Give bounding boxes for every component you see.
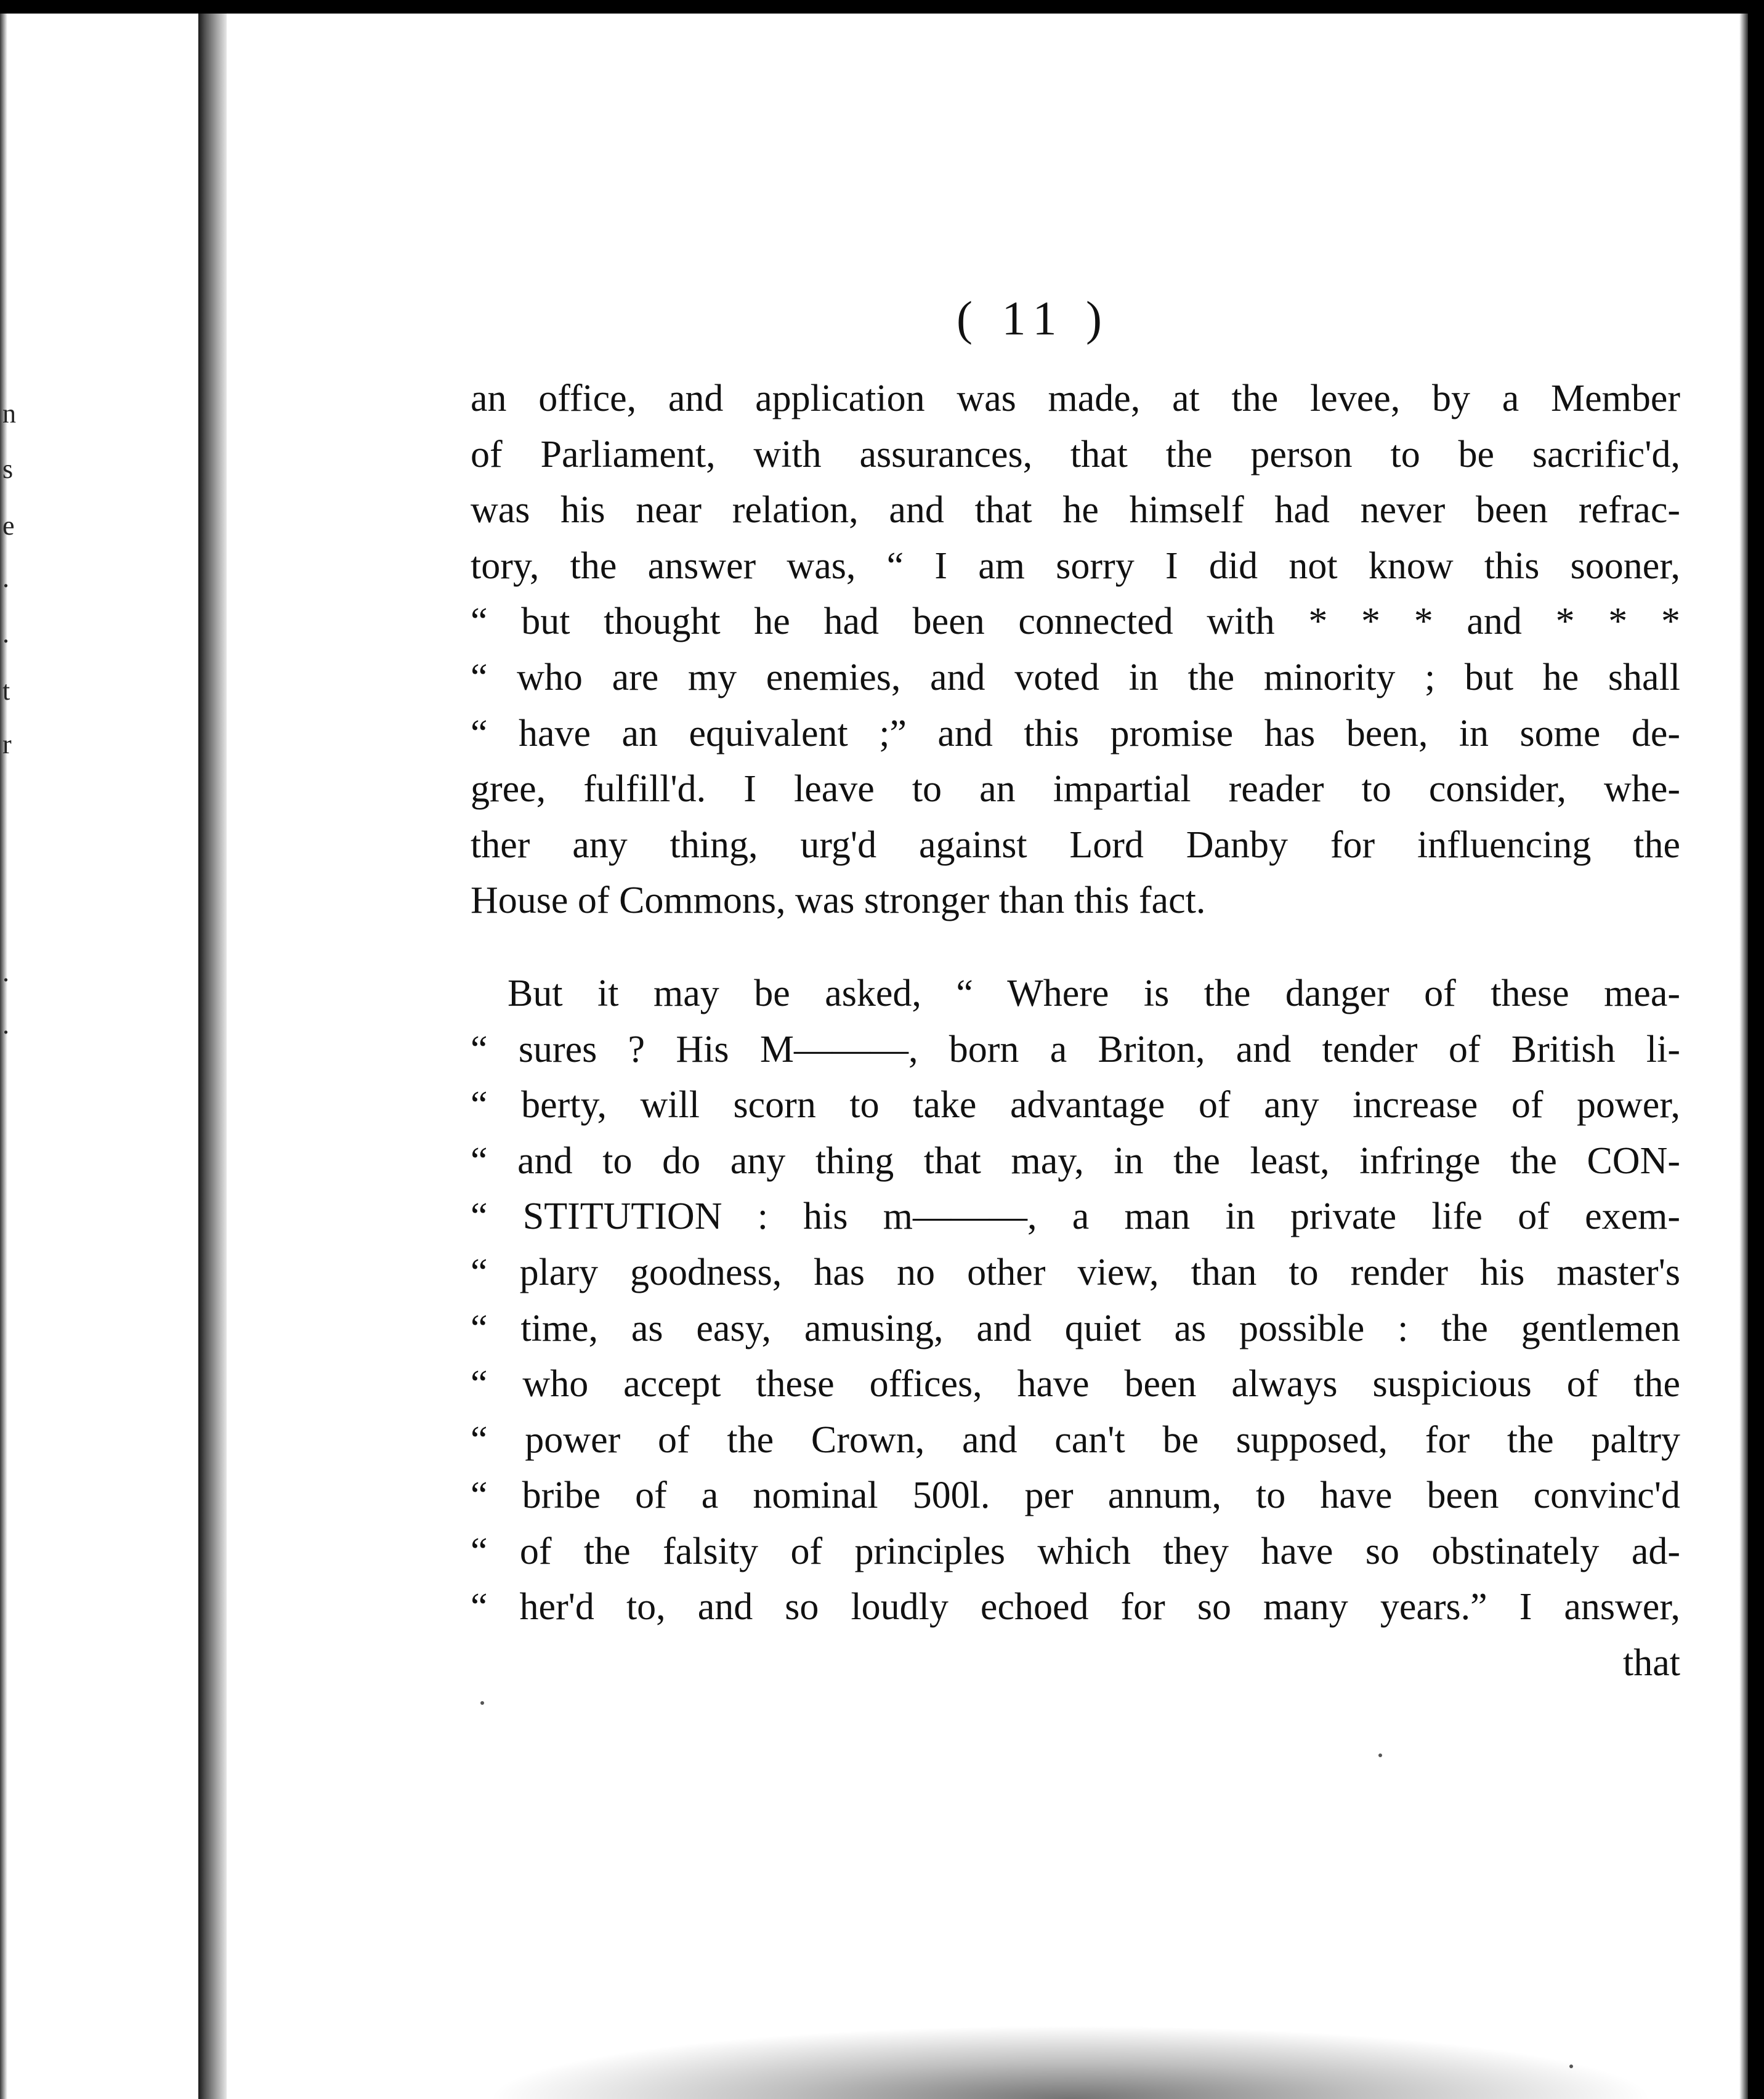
paragraph-gap xyxy=(471,929,1680,966)
bottom-page-shadow xyxy=(485,2025,1656,2099)
text-line: “ but thought he had been connected with * * * and * * * xyxy=(471,601,1680,643)
left-facing-page xyxy=(0,14,198,2099)
margin-char: n xyxy=(2,398,16,429)
margin-char: . xyxy=(2,957,9,987)
paper-speck xyxy=(480,1701,484,1705)
text-line: House of Commons, was stronger than this fact. xyxy=(471,880,1206,922)
text-line: “ have an equivalent ;” and this promise has been, in some de- xyxy=(471,712,1680,754)
left-page-margin-text xyxy=(0,14,25,2099)
text-line: “ STITUTION : his m———, a man in private life of exem- xyxy=(471,1195,1680,1238)
text-line: “ sures ? His M———, born a Briton, and tender of British li- xyxy=(471,1028,1680,1070)
text-line: “ and to do any thing that may, in the least, infringe the CON- xyxy=(471,1139,1680,1182)
margin-char: t xyxy=(2,676,10,706)
margin-char: . xyxy=(2,563,9,593)
right-page xyxy=(227,14,1748,2099)
text-line: of Parliament, with assurances, that the person to be sacrific'd, xyxy=(471,433,1680,475)
margin-char: e xyxy=(2,511,15,541)
page-number: ( 11 ) xyxy=(956,291,1111,345)
text-line: “ of the falsity of principles which they have so obstinately ad- xyxy=(471,1530,1680,1572)
text-line: ther any thing, urg'd against Lord Danby for influencing the xyxy=(471,823,1680,866)
text-line: an office, and application was made, at the levee, by a Member xyxy=(471,378,1680,419)
text-line: “ plary goodness, has no other view, than to render his master's xyxy=(471,1251,1680,1293)
margin-char: s xyxy=(2,454,14,484)
paper-speck xyxy=(1378,1753,1382,1757)
text-line: But it may be asked, “ Where is the danger of these mea- xyxy=(508,972,1680,1014)
text-line: “ bribe of a nominal 500l. per annum, to have been convinc'd xyxy=(471,1474,1680,1517)
catchword: that xyxy=(1623,1642,1680,1684)
margin-char: r xyxy=(2,729,12,759)
margin-char: . xyxy=(2,618,9,649)
text-line: “ power of the Crown, and can't be supposed, for the paltry xyxy=(471,1418,1680,1461)
text-line: “ who are my enemies, and voted in the minority ; but he shall xyxy=(471,656,1680,698)
text-line: was his near relation, and that he himself had never been refrac- xyxy=(471,489,1680,532)
text-line: “ who accept these offices, have been always suspicious of the xyxy=(471,1363,1680,1405)
text-line: “ her'd to, and so loudly echoed for so many years.” I answer, xyxy=(471,1586,1680,1628)
text-line: “ berty, will scorn to take advantage of any increase of power, xyxy=(471,1084,1680,1126)
book-gutter-shadow xyxy=(198,14,227,2099)
margin-char: . xyxy=(2,1009,9,1040)
body-text xyxy=(471,371,1680,1691)
text-line: “ time, as easy, amusing, and quiet as possible : the gentlemen xyxy=(471,1307,1680,1349)
text-line: tory, the answer was, “ I am sorry I did not know this sooner, xyxy=(471,544,1680,587)
text-line: gree, fulfill'd. I leave to an impartial reader to consider, whe- xyxy=(471,768,1680,811)
